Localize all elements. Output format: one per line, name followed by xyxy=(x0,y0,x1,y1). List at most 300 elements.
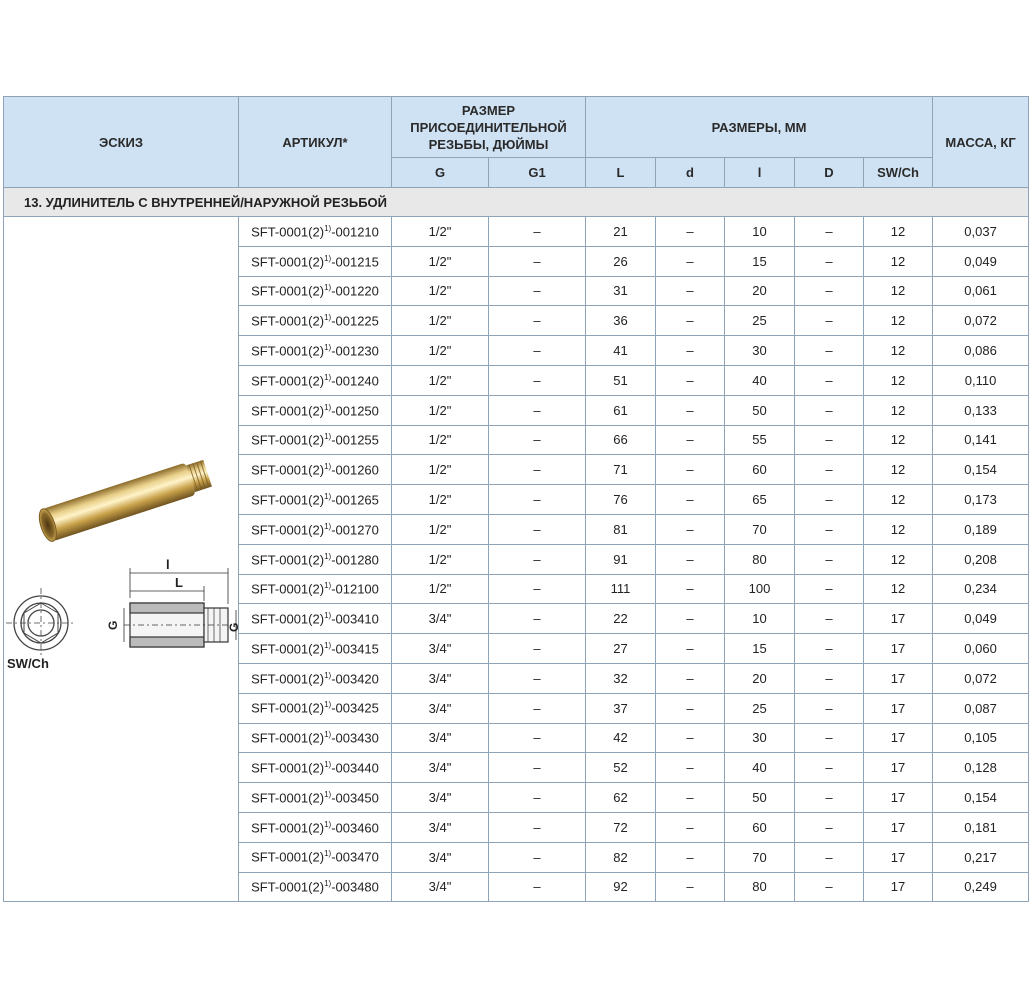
article-cell xyxy=(239,753,392,783)
length-cell: 31 xyxy=(586,276,656,306)
mass-cell: 0,049 xyxy=(933,604,1029,634)
article-code: -003470 xyxy=(331,849,379,865)
thread-g1-cell: – xyxy=(489,365,586,395)
article-code: -003420 xyxy=(331,671,379,687)
d-cell: – xyxy=(656,246,725,276)
thread-g-cell: 1/2" xyxy=(392,217,489,247)
thread-g-cell: 3/4" xyxy=(392,872,489,902)
header-d-lower: d xyxy=(656,158,725,188)
diameter-cell: – xyxy=(795,455,864,485)
thread-g1-cell: – xyxy=(489,663,586,693)
sw-cell: 12 xyxy=(864,514,933,544)
l-cell: 70 xyxy=(725,842,795,872)
d-cell: – xyxy=(656,663,725,693)
diameter-cell: – xyxy=(795,544,864,574)
length-cell: 26 xyxy=(586,246,656,276)
thread-g-cell: 1/2" xyxy=(392,544,489,574)
l-cell: 55 xyxy=(725,425,795,455)
d-cell: – xyxy=(656,544,725,574)
header-d-upper: D xyxy=(795,158,864,188)
article-footnote: 1) xyxy=(324,521,332,531)
table-row xyxy=(4,217,1029,247)
thread-g-cell: 1/2" xyxy=(392,455,489,485)
d-cell: – xyxy=(656,604,725,634)
article-code: -003430 xyxy=(331,730,379,746)
thread-g1-cell: – xyxy=(489,514,586,544)
article-cell xyxy=(239,306,392,336)
sketch-label-sw: SW/Ch xyxy=(7,656,49,672)
thread-g1-cell: – xyxy=(489,276,586,306)
thread-g1-cell: – xyxy=(489,336,586,366)
sketch-label-l-small: l xyxy=(166,557,170,573)
article-code: -001250 xyxy=(331,402,379,418)
article-prefix: SFT-0001(2) xyxy=(251,402,325,418)
article-prefix: SFT-0001(2) xyxy=(251,343,325,359)
length-cell: 66 xyxy=(586,425,656,455)
d-cell: – xyxy=(656,872,725,902)
diameter-cell: – xyxy=(795,514,864,544)
mass-cell: 0,234 xyxy=(933,574,1029,604)
length-cell: 32 xyxy=(586,663,656,693)
article-prefix: SFT-0001(2) xyxy=(251,373,325,389)
article-prefix: SFT-0001(2) xyxy=(251,551,325,567)
article-cell xyxy=(239,514,392,544)
article-cell xyxy=(239,336,392,366)
article-footnote: 1) xyxy=(324,730,332,740)
thread-g1-cell: – xyxy=(489,246,586,276)
thread-g-cell: 3/4" xyxy=(392,663,489,693)
thread-g1-cell: – xyxy=(489,634,586,664)
diameter-cell: – xyxy=(795,217,864,247)
sw-cell: 12 xyxy=(864,455,933,485)
sw-cell: 12 xyxy=(864,217,933,247)
mass-cell: 0,037 xyxy=(933,217,1029,247)
sketch-label-g-left: G xyxy=(106,620,120,631)
spec-table xyxy=(3,96,1029,902)
length-cell: 82 xyxy=(586,842,656,872)
thread-g-cell: 3/4" xyxy=(392,842,489,872)
length-cell: 111 xyxy=(586,574,656,604)
thread-g-cell: 1/2" xyxy=(392,336,489,366)
thread-g-cell: 3/4" xyxy=(392,723,489,753)
d-cell: – xyxy=(656,812,725,842)
article-footnote: 1) xyxy=(324,581,332,591)
sw-cell: 17 xyxy=(864,663,933,693)
article-code: -012100 xyxy=(331,581,379,597)
thread-g-cell: 1/2" xyxy=(392,246,489,276)
sketch-label-l-big: L xyxy=(175,575,183,591)
article-cell xyxy=(239,574,392,604)
article-cell xyxy=(239,663,392,693)
diameter-cell: – xyxy=(795,306,864,336)
fitting-sketch xyxy=(4,218,241,900)
l-cell: 65 xyxy=(725,485,795,515)
mass-cell: 0,060 xyxy=(933,634,1029,664)
l-cell: 40 xyxy=(725,365,795,395)
thread-g-cell: 1/2" xyxy=(392,365,489,395)
thread-g-cell: 1/2" xyxy=(392,574,489,604)
length-cell: 81 xyxy=(586,514,656,544)
article-code: -001270 xyxy=(331,522,379,538)
article-footnote: 1) xyxy=(324,462,332,472)
header-thread xyxy=(392,97,586,158)
length-cell: 91 xyxy=(586,544,656,574)
thread-g1-cell: – xyxy=(489,306,586,336)
l-cell: 80 xyxy=(725,544,795,574)
header-l-lower: l xyxy=(725,158,795,188)
thread-g1-cell: – xyxy=(489,544,586,574)
thread-g1-cell: – xyxy=(489,217,586,247)
mass-cell: 0,181 xyxy=(933,812,1029,842)
header-sketch: ЭСКИЗ xyxy=(4,97,239,188)
d-cell: – xyxy=(656,723,725,753)
article-code: -001260 xyxy=(331,462,379,478)
length-cell: 27 xyxy=(586,634,656,664)
article-footnote: 1) xyxy=(324,283,332,293)
article-prefix: SFT-0001(2) xyxy=(251,313,325,329)
article-code: -001240 xyxy=(331,373,379,389)
article-cell xyxy=(239,217,392,247)
thread-g-cell: 3/4" xyxy=(392,634,489,664)
mass-cell: 0,133 xyxy=(933,395,1029,425)
sw-cell: 17 xyxy=(864,812,933,842)
article-prefix: SFT-0001(2) xyxy=(251,730,325,746)
diameter-cell: – xyxy=(795,783,864,813)
sw-cell: 12 xyxy=(864,276,933,306)
length-cell: 61 xyxy=(586,395,656,425)
article-footnote: 1) xyxy=(324,313,332,323)
article-prefix: SFT-0001(2) xyxy=(251,700,325,716)
d-cell: – xyxy=(656,217,725,247)
diameter-cell: – xyxy=(795,812,864,842)
sw-cell: 17 xyxy=(864,872,933,902)
article-footnote: 1) xyxy=(324,253,332,263)
d-cell: – xyxy=(656,395,725,425)
mass-cell: 0,110 xyxy=(933,365,1029,395)
l-cell: 30 xyxy=(725,723,795,753)
sw-cell: 12 xyxy=(864,485,933,515)
l-cell: 10 xyxy=(725,604,795,634)
article-footnote: 1) xyxy=(324,342,332,352)
article-cell xyxy=(239,693,392,723)
length-cell: 41 xyxy=(586,336,656,366)
article-prefix: SFT-0001(2) xyxy=(251,522,325,538)
article-prefix: SFT-0001(2) xyxy=(251,253,325,269)
header-sw: SW/Ch xyxy=(864,158,933,188)
thread-g1-cell: – xyxy=(489,812,586,842)
l-cell: 40 xyxy=(725,753,795,783)
article-footnote: 1) xyxy=(324,223,332,233)
l-cell: 20 xyxy=(725,663,795,693)
l-cell: 25 xyxy=(725,693,795,723)
d-cell: – xyxy=(656,753,725,783)
thread-g1-cell: – xyxy=(489,783,586,813)
sw-cell: 12 xyxy=(864,544,933,574)
thread-g-cell: 1/2" xyxy=(392,276,489,306)
diameter-cell: – xyxy=(795,365,864,395)
diameter-cell: – xyxy=(795,723,864,753)
article-cell xyxy=(239,246,392,276)
thread-g1-cell: – xyxy=(489,693,586,723)
l-cell: 15 xyxy=(725,634,795,664)
l-cell: 15 xyxy=(725,246,795,276)
article-footnote: 1) xyxy=(324,819,332,829)
article-footnote: 1) xyxy=(324,491,332,501)
diameter-cell: – xyxy=(795,246,864,276)
d-cell: – xyxy=(656,455,725,485)
thread-g-cell: 1/2" xyxy=(392,395,489,425)
diameter-cell: – xyxy=(795,753,864,783)
article-code: -001210 xyxy=(331,224,379,240)
article-cell xyxy=(239,723,392,753)
article-code: -003440 xyxy=(331,760,379,776)
article-prefix: SFT-0001(2) xyxy=(251,760,325,776)
length-cell: 71 xyxy=(586,455,656,485)
length-cell: 52 xyxy=(586,753,656,783)
article-footnote: 1) xyxy=(324,789,332,799)
mass-cell: 0,087 xyxy=(933,693,1029,723)
thread-g-cell: 3/4" xyxy=(392,604,489,634)
sw-cell: 17 xyxy=(864,693,933,723)
length-cell: 36 xyxy=(586,306,656,336)
length-cell: 51 xyxy=(586,365,656,395)
mass-cell: 0,141 xyxy=(933,425,1029,455)
d-cell: – xyxy=(656,574,725,604)
article-code: -001265 xyxy=(331,492,379,508)
l-cell: 10 xyxy=(725,217,795,247)
article-cell xyxy=(239,425,392,455)
mass-cell: 0,189 xyxy=(933,514,1029,544)
article-prefix: SFT-0001(2) xyxy=(251,879,325,895)
article-cell xyxy=(239,544,392,574)
article-prefix: SFT-0001(2) xyxy=(251,283,325,299)
header-dims: РАЗМЕРЫ, ММ xyxy=(586,97,933,158)
article-prefix: SFT-0001(2) xyxy=(251,820,325,835)
length-cell: 22 xyxy=(586,604,656,634)
mass-cell: 0,154 xyxy=(933,783,1029,813)
header-g1: G1 xyxy=(489,158,586,188)
l-cell: 80 xyxy=(725,872,795,902)
article-code: -003410 xyxy=(331,611,379,627)
article-footnote: 1) xyxy=(324,372,332,382)
thread-g1-cell: – xyxy=(489,485,586,515)
diameter-cell: – xyxy=(795,574,864,604)
d-cell: – xyxy=(656,336,725,366)
mass-cell: 0,061 xyxy=(933,276,1029,306)
article-code: -001220 xyxy=(331,283,379,299)
diameter-cell: – xyxy=(795,693,864,723)
article-code: -003450 xyxy=(331,790,379,806)
diameter-cell: – xyxy=(795,872,864,902)
article-cell xyxy=(239,783,392,813)
sw-cell: 12 xyxy=(864,425,933,455)
diameter-cell: – xyxy=(795,842,864,872)
sw-cell: 12 xyxy=(864,246,933,276)
mass-cell: 0,154 xyxy=(933,455,1029,485)
fitting-photo xyxy=(36,457,213,543)
thread-g1-cell: – xyxy=(489,842,586,872)
article-footnote: 1) xyxy=(324,402,332,412)
article-cell xyxy=(239,365,392,395)
article-prefix: SFT-0001(2) xyxy=(251,224,325,240)
sw-cell: 12 xyxy=(864,395,933,425)
mass-cell: 0,086 xyxy=(933,336,1029,366)
sw-cell: 12 xyxy=(864,336,933,366)
sw-cell: 17 xyxy=(864,723,933,753)
header-thread-text: РАЗМЕР ПРИСОЕДИНИТЕЛЬНОЙ РЕЗЬБЫ, ДЮЙМЫ xyxy=(410,102,567,152)
header-g: G xyxy=(392,158,489,188)
article-footnote: 1) xyxy=(324,700,332,710)
l-cell: 100 xyxy=(725,574,795,604)
thread-g1-cell: – xyxy=(489,455,586,485)
d-cell: – xyxy=(656,514,725,544)
l-cell: 70 xyxy=(725,514,795,544)
sw-cell: 12 xyxy=(864,365,933,395)
article-code: -003460 xyxy=(331,820,379,835)
article-prefix: SFT-0001(2) xyxy=(251,432,325,448)
d-cell: – xyxy=(656,365,725,395)
length-cell: 92 xyxy=(586,872,656,902)
diameter-cell: – xyxy=(795,604,864,634)
article-cell xyxy=(239,395,392,425)
thread-g-cell: 3/4" xyxy=(392,753,489,783)
mass-cell: 0,217 xyxy=(933,842,1029,872)
sw-cell: 12 xyxy=(864,574,933,604)
sw-cell: 17 xyxy=(864,842,933,872)
l-cell: 30 xyxy=(725,336,795,366)
l-cell: 50 xyxy=(725,783,795,813)
sw-cell: 12 xyxy=(864,306,933,336)
l-cell: 20 xyxy=(725,276,795,306)
mass-cell: 0,128 xyxy=(933,753,1029,783)
article-prefix: SFT-0001(2) xyxy=(251,492,325,508)
thread-g1-cell: – xyxy=(489,425,586,455)
thread-g1-cell: – xyxy=(489,395,586,425)
article-code: -001280 xyxy=(331,551,379,567)
thread-g1-cell: – xyxy=(489,604,586,634)
thread-g1-cell: – xyxy=(489,723,586,753)
thread-g-cell: 3/4" xyxy=(392,693,489,723)
article-code: -001230 xyxy=(331,343,379,359)
d-cell: – xyxy=(656,693,725,723)
mass-cell: 0,072 xyxy=(933,663,1029,693)
mass-cell: 0,208 xyxy=(933,544,1029,574)
article-prefix: SFT-0001(2) xyxy=(251,611,325,627)
mass-cell: 0,072 xyxy=(933,306,1029,336)
article-cell xyxy=(239,485,392,515)
sketch-label-g-right: G xyxy=(227,622,241,633)
l-cell: 50 xyxy=(725,395,795,425)
article-code: -003415 xyxy=(331,641,379,657)
diameter-cell: – xyxy=(795,663,864,693)
thread-g-cell: 3/4" xyxy=(392,783,489,813)
mass-cell: 0,249 xyxy=(933,872,1029,902)
article-footnote: 1) xyxy=(324,670,332,680)
length-cell: 37 xyxy=(586,693,656,723)
thread-g-cell: 1/2" xyxy=(392,425,489,455)
article-cell xyxy=(239,842,392,872)
diameter-cell: – xyxy=(795,634,864,664)
sketch-area xyxy=(4,218,241,900)
diameter-cell: – xyxy=(795,395,864,425)
l-cell: 60 xyxy=(725,455,795,485)
article-prefix: SFT-0001(2) xyxy=(251,790,325,806)
article-prefix: SFT-0001(2) xyxy=(251,462,325,478)
thread-g-cell: 3/4" xyxy=(392,812,489,842)
article-prefix: SFT-0001(2) xyxy=(251,849,325,865)
article-code: -003425 xyxy=(331,700,379,716)
end-view xyxy=(6,588,76,658)
length-cell: 42 xyxy=(586,723,656,753)
section-row xyxy=(4,188,1029,217)
d-cell: – xyxy=(656,276,725,306)
sw-cell: 17 xyxy=(864,634,933,664)
mass-cell: 0,173 xyxy=(933,485,1029,515)
article-cell xyxy=(239,812,392,842)
header-l-upper: L xyxy=(586,158,656,188)
article-code: -003480 xyxy=(331,879,379,895)
article-cell xyxy=(239,276,392,306)
article-footnote: 1) xyxy=(324,640,332,650)
article-prefix: SFT-0001(2) xyxy=(251,641,325,657)
mass-cell: 0,049 xyxy=(933,246,1029,276)
thread-g1-cell: – xyxy=(489,753,586,783)
article-cell xyxy=(239,872,392,902)
article-footnote: 1) xyxy=(324,760,332,770)
d-cell: – xyxy=(656,425,725,455)
header-article: АРТИКУЛ* xyxy=(239,97,392,188)
article-cell xyxy=(239,455,392,485)
article-footnote: 1) xyxy=(324,551,332,561)
article-footnote: 1) xyxy=(324,611,332,621)
article-code: -001215 xyxy=(331,253,379,269)
diameter-cell: – xyxy=(795,276,864,306)
thread-g-cell: 1/2" xyxy=(392,306,489,336)
article-code: -001225 xyxy=(331,313,379,329)
article-cell xyxy=(239,604,392,634)
section-title: 13. УДЛИНИТЕЛЬ С ВНУТРЕННЕЙ/НАРУЖНОЙ РЕЗЬБОЙ xyxy=(4,188,1029,217)
thread-g-cell: 1/2" xyxy=(392,514,489,544)
sw-cell: 17 xyxy=(864,783,933,813)
article-footnote: 1) xyxy=(324,849,332,859)
article-code: -001255 xyxy=(331,432,379,448)
article-prefix: SFT-0001(2) xyxy=(251,671,325,687)
diameter-cell: – xyxy=(795,425,864,455)
d-cell: – xyxy=(656,485,725,515)
diameter-cell: – xyxy=(795,336,864,366)
fitting-body xyxy=(43,463,196,542)
d-cell: – xyxy=(656,783,725,813)
mass-cell: 0,105 xyxy=(933,723,1029,753)
article-footnote: 1) xyxy=(324,432,332,442)
l-cell: 60 xyxy=(725,812,795,842)
header-mass: МАССА, КГ xyxy=(933,97,1029,188)
sw-cell: 17 xyxy=(864,604,933,634)
d-cell: – xyxy=(656,306,725,336)
l-cell: 25 xyxy=(725,306,795,336)
thread-g-cell: 1/2" xyxy=(392,485,489,515)
length-cell: 21 xyxy=(586,217,656,247)
thread-g1-cell: – xyxy=(489,574,586,604)
d-cell: – xyxy=(656,634,725,664)
sketch-cell xyxy=(4,217,239,902)
article-cell xyxy=(239,634,392,664)
article-footnote: 1) xyxy=(324,879,332,889)
thread-g1-cell: – xyxy=(489,872,586,902)
sw-cell: 17 xyxy=(864,753,933,783)
article-prefix: SFT-0001(2) xyxy=(251,581,325,597)
length-cell: 76 xyxy=(586,485,656,515)
